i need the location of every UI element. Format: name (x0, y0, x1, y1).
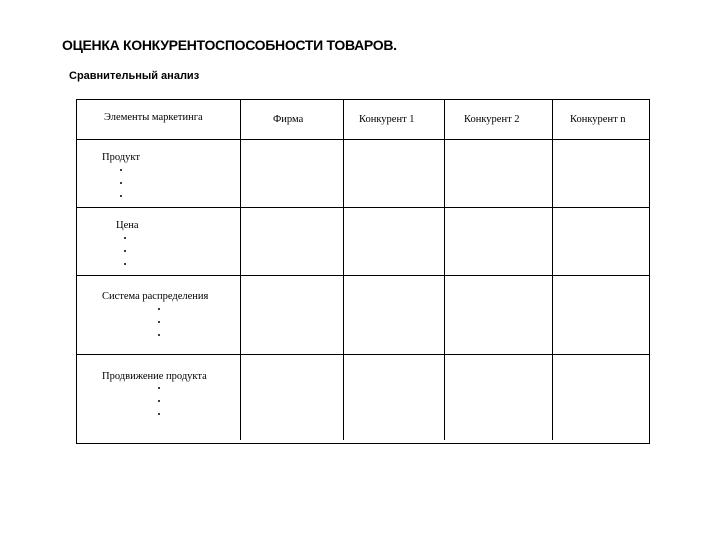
bullet-icon (158, 413, 160, 415)
header-competitor-n: Конкурент n (570, 114, 626, 125)
row-label-promotion: Продвижение продукта (102, 371, 207, 382)
row-label-distribution: Система распределения (102, 291, 209, 302)
header-competitor-2: Конкурент 2 (464, 114, 520, 125)
bullet-list (158, 308, 164, 347)
bullet-icon (120, 169, 122, 171)
column-divider (552, 99, 553, 440)
bullet-icon (124, 250, 126, 252)
bullet-icon (158, 334, 160, 336)
row-divider (76, 139, 650, 140)
bullet-list (158, 387, 164, 426)
bullet-list (120, 169, 126, 208)
page-subtitle: Сравнительный анализ (69, 70, 200, 82)
bullet-list (124, 237, 130, 276)
header-marketing-elements: Элементы маркетинга (104, 112, 203, 123)
page-title: ОЦЕНКА КОНКУРЕНТОСПОСОБНОСТИ ТОВАРОВ. (62, 37, 397, 53)
column-divider (240, 99, 241, 440)
bullet-icon (158, 400, 160, 402)
row-divider (76, 275, 650, 276)
table-right-border (649, 99, 650, 444)
column-divider (343, 99, 344, 440)
bullet-icon (120, 195, 122, 197)
header-competitor-1: Конкурент 1 (359, 114, 415, 125)
column-divider (444, 99, 445, 440)
header-firm: Фирма (273, 114, 304, 125)
bullet-icon (124, 237, 126, 239)
row-label-product: Продукт (102, 152, 140, 163)
bullet-icon (158, 308, 160, 310)
bullet-icon (124, 263, 126, 265)
row-divider (76, 207, 650, 208)
bullet-icon (158, 387, 160, 389)
bullet-icon (120, 182, 122, 184)
bullet-icon (158, 321, 160, 323)
row-label-price: Цена (116, 220, 139, 231)
row-divider (76, 354, 650, 355)
